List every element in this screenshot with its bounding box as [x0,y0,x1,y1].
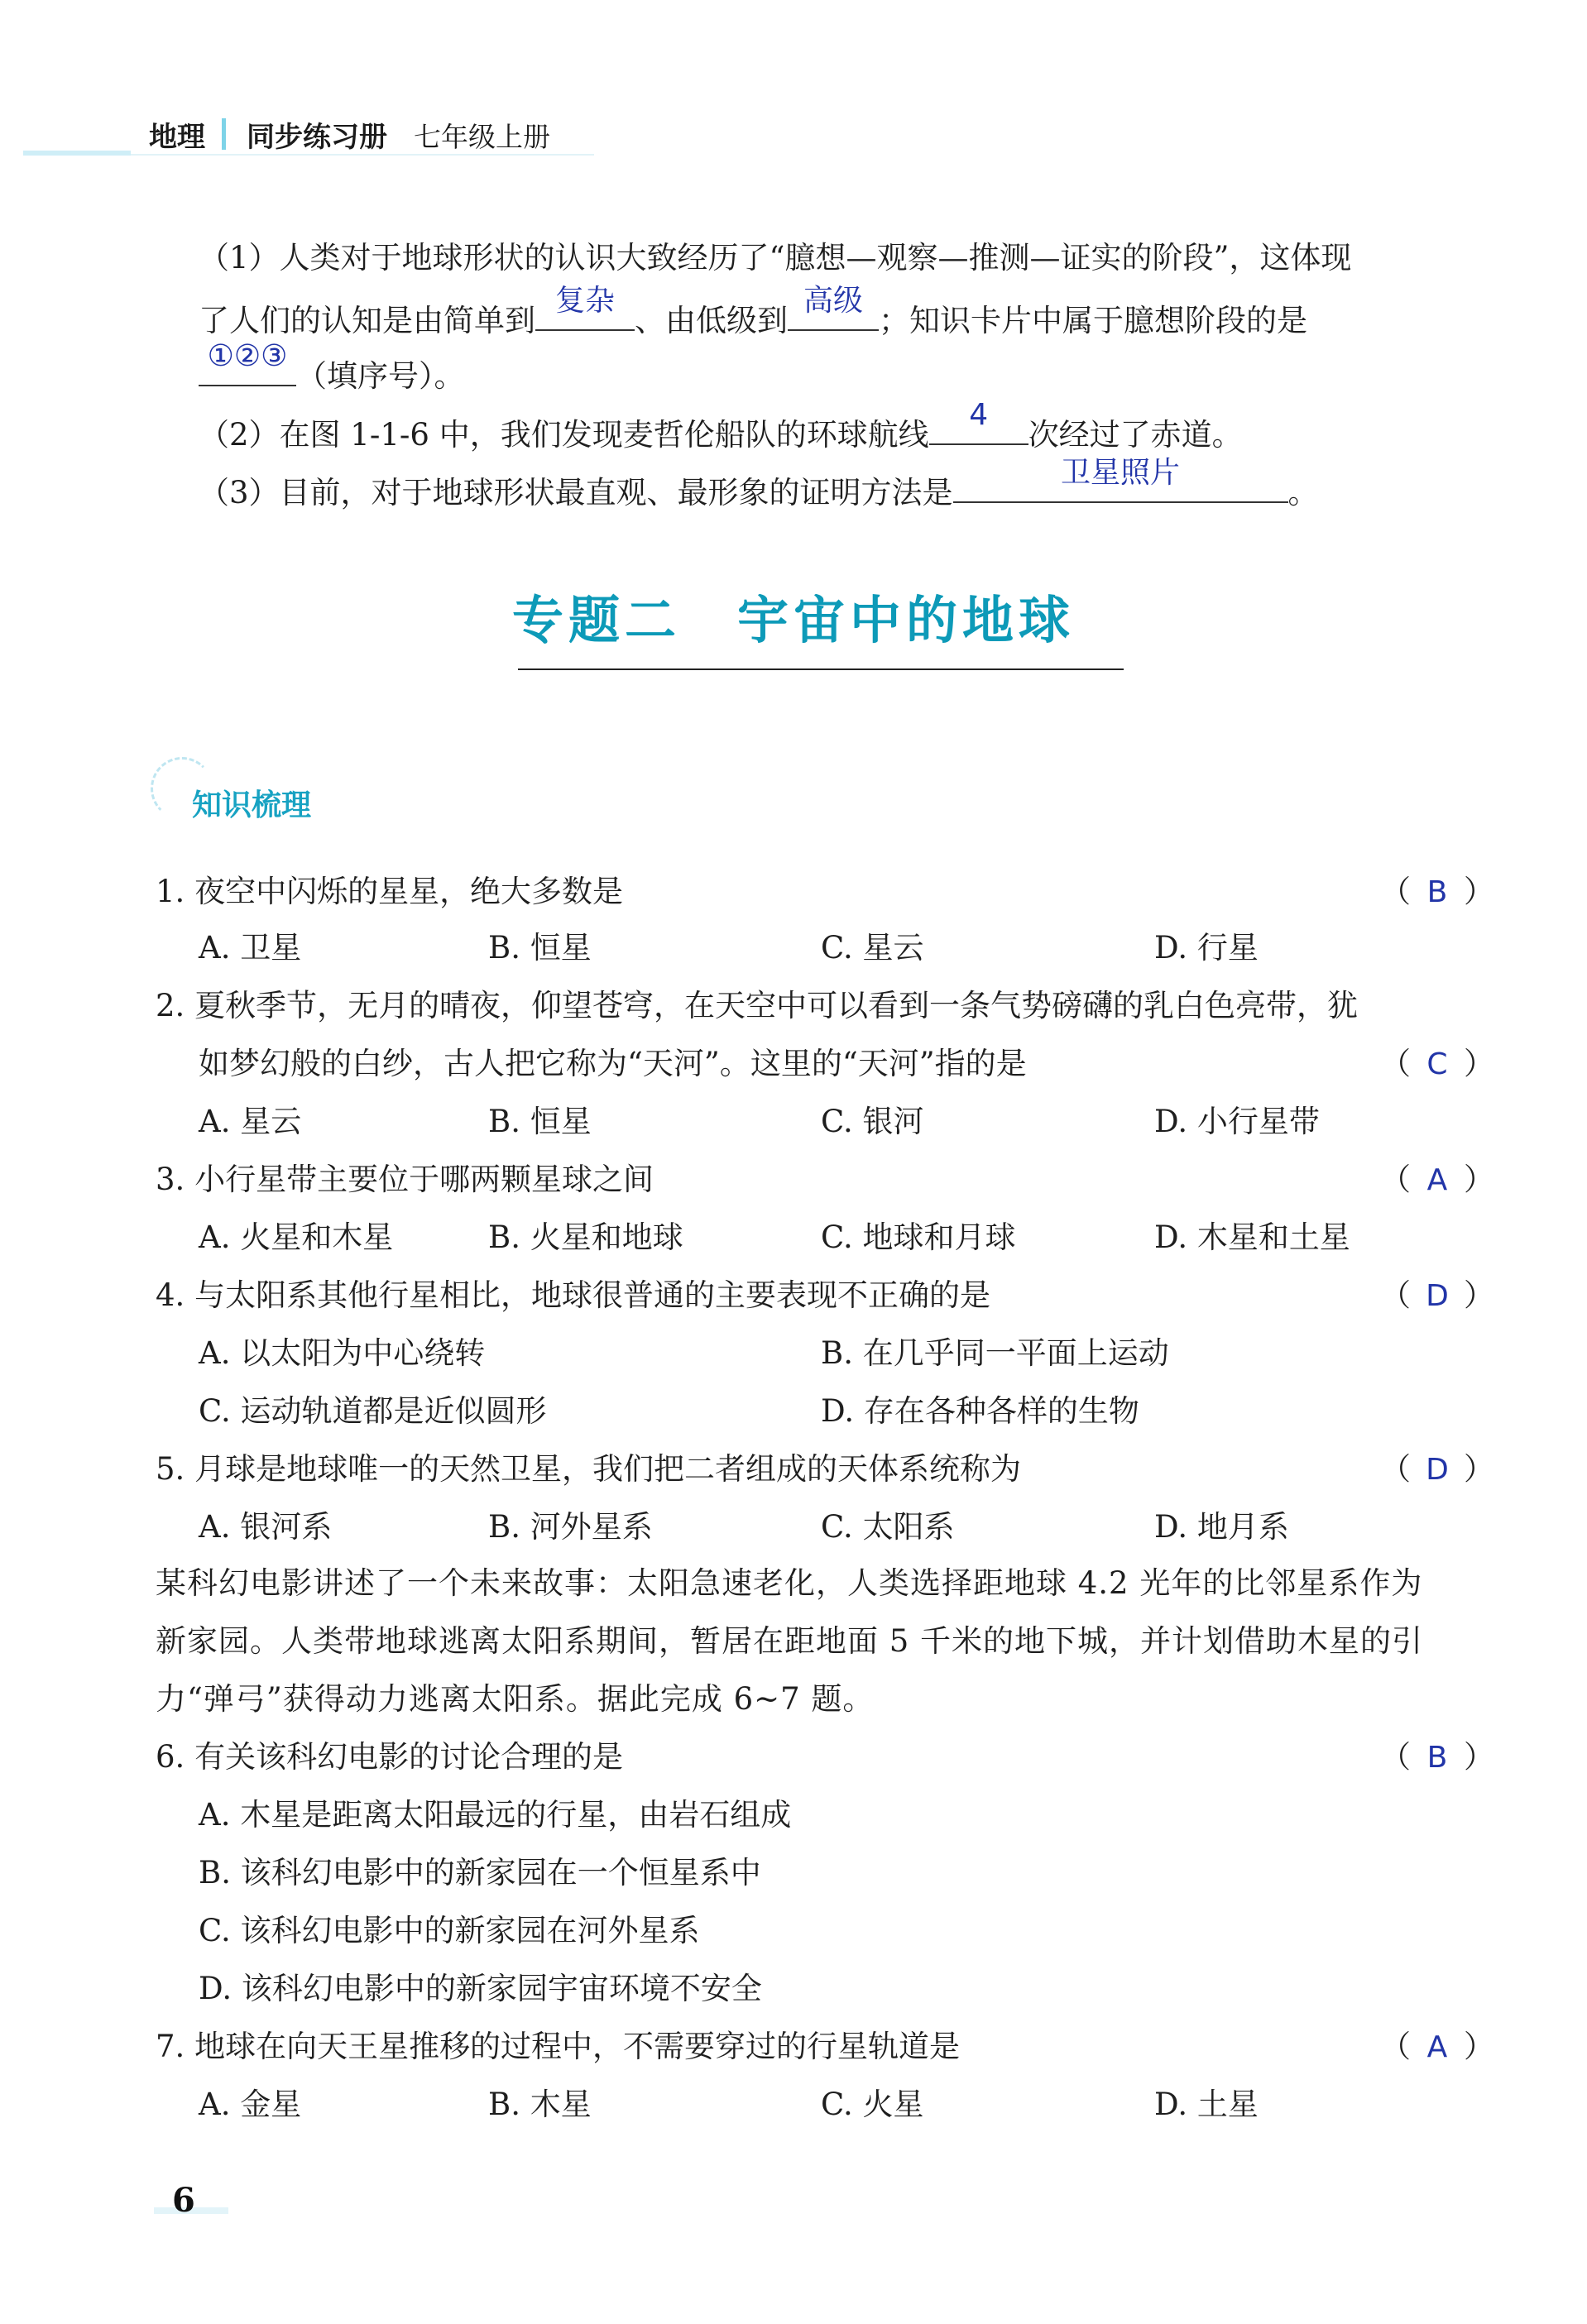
passage-line: 某科幻电影讲述了一个未来故事：太阳急速老化，人类选择距地球 4.2 光年的比邻星系作为 [156,1565,1423,1601]
passage-line: 新家园。人类带地球逃离太阳系期间，暂居在距地面 5 千米的地下城，并计划借助木星的引 [156,1623,1424,1659]
question-stem-cont: 如梦幻般的白纱，古人把它称为“天河”。这里的“天河”指的是 [199,1046,1027,1081]
question-stem: 7. 地球在向天王星推移的过程中，不需要穿过的行星轨道是 [156,2029,961,2064]
option: D. 存在各种各样的生物 [821,1393,1139,1429]
option: B. 恒星 [488,1104,592,1139]
page-number: 6 [172,2181,195,2220]
option: C. 银河 [821,1104,924,1139]
q2-line: （2）在图 1-1-6 中，我们发现麦哲伦船队的环球航线 4 次经过了赤道。 [199,410,1243,455]
option: B. 河外星系 [488,1509,653,1545]
option: D. 小行星带 [1154,1104,1320,1139]
option: A. 银河系 [199,1509,333,1545]
question-stem: 5. 月球是地球唯一的天然卫星，我们把二者组成的天体系统称为 [156,1451,1022,1487]
handwritten-answer: A [1426,2030,1448,2064]
option: B. 在几乎同一平面上运动 [821,1335,1169,1371]
answer-parentheses: （ D ） [1380,1450,1479,1490]
question-stem: 6. 有关该科幻电影的讨论合理的是 [156,1739,624,1775]
option: D. 地月系 [1154,1509,1289,1545]
handwritten-answer: 卫星照片 [1061,456,1181,490]
option: A. 木星是距离太阳最远的行星，由岩石组成 [199,1797,792,1833]
option: B. 该科幻电影中的新家园在一个恒星系中 [199,1855,761,1890]
option: D. 土星 [1154,2087,1259,2122]
answer-blank [929,398,1028,445]
question-stem: 1. 夜空中闪烁的星星，绝大多数是 [156,874,624,909]
question-stem: 2. 夏秋季节，无月的晴夜，仰望苍穹，在天空中可以看到一条气势磅礴的乳白色亮带，犹 [156,988,1359,1023]
q1-line-2: 了人们的认知是由简单到 复杂 、由低级到 高级 ；知识卡片中属于臆想阶段的是 [199,296,1307,341]
option: D. 木星和土星 [1154,1220,1350,1255]
option: C. 地球和月球 [821,1220,1016,1255]
option: A. 卫星 [199,930,302,966]
option: A. 星云 [199,1104,302,1139]
question-stem: 3. 小行星带主要位于哪两颗星球之间 [156,1162,654,1197]
option: B. 木星 [488,2087,592,2122]
option: C. 太阳系 [821,1509,955,1545]
handwritten-answer: D [1426,1279,1449,1313]
option: A. 以太阳为中心绕转 [199,1335,486,1371]
option: B. 火星和地球 [488,1220,683,1255]
option: A. 火星和木星 [199,1220,394,1255]
header-book-title: 同步练习册 [247,121,387,154]
topic-title-rule [518,668,1124,670]
answer-parentheses: （ D ） [1380,1276,1479,1316]
handwritten-answer: B [1426,875,1448,909]
answer-parentheses: （ C ） [1380,1044,1479,1085]
q1-line-1: （1）人类对于地球形状的认识大致经历了“臆想—观察—推测—证实的阶段”，这体现 [199,240,1352,276]
option: C. 运动轨道都是近似圆形 [199,1393,547,1429]
answer-parentheses: （ A ） [1380,2027,1479,2068]
answer-parentheses: （ B ） [1380,1737,1479,1778]
option: C. 该科幻电影中的新家园在河外星系 [199,1913,700,1948]
option: D. 行星 [1154,930,1259,966]
question-stem: 4. 与太阳系其他行星相比，地球很普通的主要表现不正确的是 [156,1277,991,1313]
handwritten-answer: 4 [969,398,989,432]
handwritten-answer: B [1426,1741,1448,1775]
header-separator [222,118,226,150]
header-accent-bar [23,151,131,156]
answer-parentheses: （ A ） [1380,1160,1479,1200]
answer-blank [788,284,879,331]
topic-title: 专题二 宇宙中的地球 [511,590,1075,650]
answer-blank [199,339,296,386]
header-subject: 地理 [149,121,205,154]
handwritten-answer: D [1426,1453,1449,1487]
answer-parentheses: （ B ） [1380,872,1479,913]
header-grade: 七年级上册 [414,121,550,153]
answer-blank [535,284,635,331]
option: B. 恒星 [488,930,592,966]
option: D. 该科幻电影中的新家园宇宙环境不安全 [199,1971,762,2006]
passage-line: 力“弹弓”获得动力逃离太阳系。据此完成 6~7 题。 [156,1681,875,1717]
answer-blank [953,456,1288,503]
handwritten-answer: A [1426,1163,1448,1197]
section-label: 知识梳理 [192,788,312,822]
option: C. 星云 [821,930,924,966]
option: C. 火星 [821,2087,924,2122]
handwritten-answer: 高级 [803,284,863,318]
handwritten-answer: C [1426,1047,1448,1081]
handwritten-answer: 复杂 [554,284,615,318]
q3-line: （3）目前，对于地球形状最直观、最形象的证明方法是 卫星照片 。 [199,468,1319,513]
handwritten-answer: ①②③ [207,339,288,373]
q1-line-3: ①②③ （填序号）。 [199,352,465,396]
option: A. 金星 [199,2087,302,2122]
